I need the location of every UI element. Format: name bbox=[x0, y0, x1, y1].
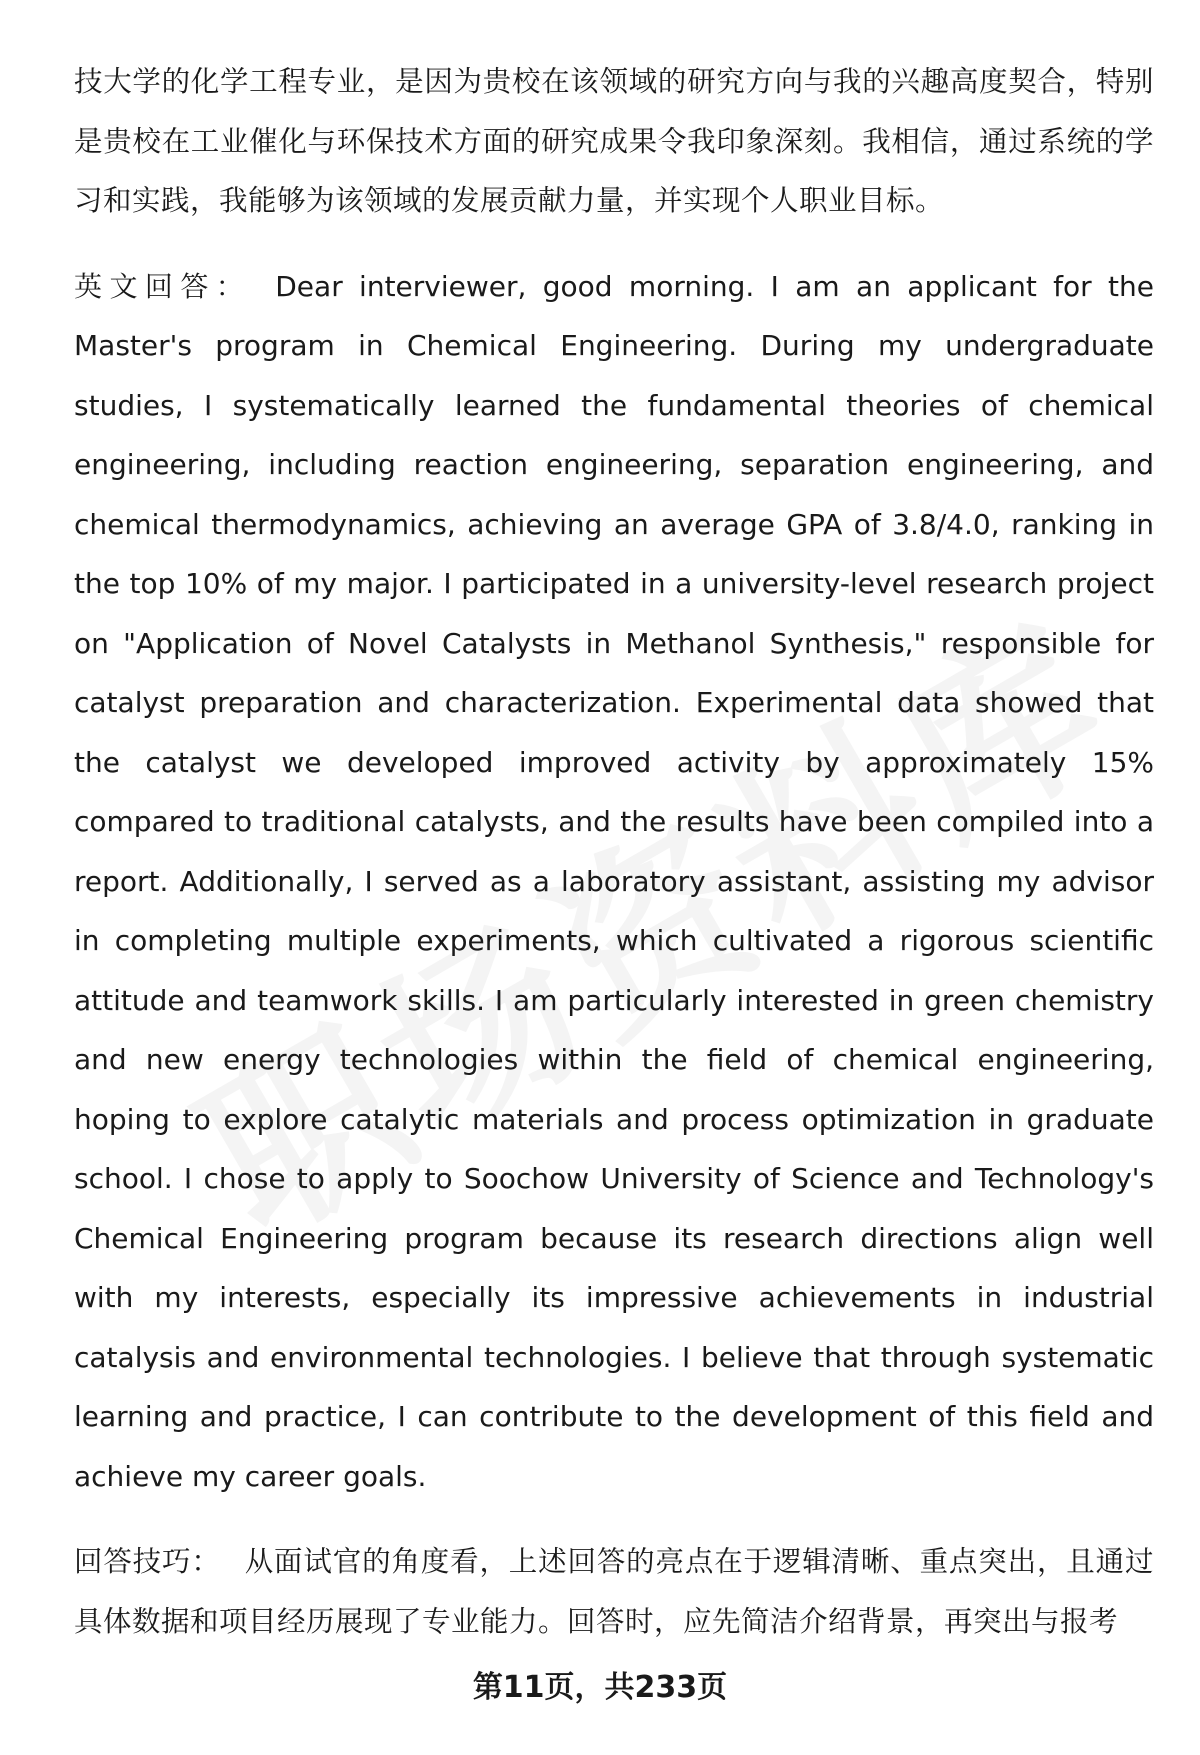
document-body bbox=[74, 52, 1154, 1651]
page-number-footer: 第11页，共233页 bbox=[472, 1670, 728, 1705]
paragraph-label: 回答技巧： bbox=[74, 1545, 221, 1578]
paragraph-english-answer bbox=[74, 257, 1154, 1507]
paragraph-answer-tips bbox=[74, 1532, 1154, 1651]
paragraph-label: 英文回答： bbox=[74, 269, 252, 303]
paragraph-chinese-answer-end bbox=[74, 52, 1154, 231]
paragraph-text: Dear interviewer, good morning. I am an applicant for the Master's program in Chemical Engineering. During my undergraduate studies, I systematically learned the fundamental theories of chemical engineering, including reaction engineering, separation engineering, and chemical thermodynamics, achieving an average GPA of 3.8/4.0, ranking in the top 10% of my major. I participated in a university-level research project on "Application of Novel Catalysts in Methanol Synthesis," responsible for catalyst preparation and characterization. Experimental data showed that the catalyst we developed improved activity by approximately 15% compared to traditional catalysts, and the results have been compiled into a report. Additionally, I served as a laboratory assistant, assisting my advisor in completing multiple experiments, which cultivated a rigorous scientific attitude and teamwork skills. I am particularly interested in green chemistry and new energy technologies within the field of chemical engineering, hoping to explore catalytic materials and process optimization in graduate school. I chose to apply to Soochow University of Science and Technology's Chemical Engineering program because its research directions align well with my interests, especially its impressive achievements in industrial catalysis and environmental technologies. I believe that through systematic learning and practice, I can contribute to the development of this field and achieve my career goals. bbox=[74, 269, 1154, 1493]
paragraph-text: 技大学的化学工程专业，是因为贵校在该领域的研究方向与我的兴趣高度契合，特别是贵校在工业催化与环保技术方面的研究成果令我印象深刻。我相信，通过系统的学习和实践，我能够为该领域的发展贡献力量，并实现个人职业目标。 bbox=[74, 65, 1154, 217]
paragraph-text: 从面试官的角度看，上述回答的亮点在于逻辑清晰、重点突出，且通过具体数据和项目经历展现了专业能力。回答时，应先简洁介绍背景，再突出与报考 bbox=[74, 1545, 1154, 1638]
